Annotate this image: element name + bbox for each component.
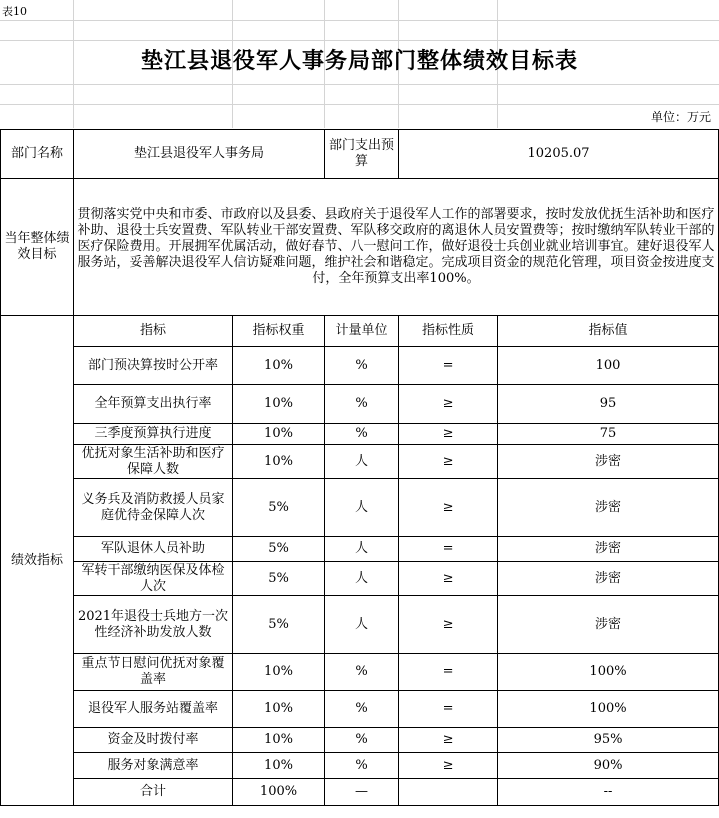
indicator-value[interactable]: 100 bbox=[498, 347, 719, 385]
dept-name-label: 部门名称 bbox=[1, 130, 74, 179]
indicator-header-row bbox=[1, 316, 719, 347]
total-nature bbox=[399, 779, 498, 806]
performance-section-label: 绩效指标 bbox=[1, 316, 74, 806]
indicator-value[interactable]: 涉密 bbox=[498, 479, 719, 537]
dept-row bbox=[1, 130, 719, 179]
indicator-nature[interactable]: = bbox=[399, 537, 498, 562]
table-row bbox=[1, 445, 719, 479]
indicator-weight[interactable]: 5% bbox=[233, 596, 325, 654]
table-row bbox=[1, 479, 719, 537]
indicator-unit[interactable]: 人 bbox=[325, 479, 399, 537]
total-value: -- bbox=[498, 779, 719, 806]
indicator-unit[interactable]: % bbox=[325, 753, 399, 779]
indicator-value[interactable]: 100% bbox=[498, 654, 719, 691]
indicator-unit[interactable]: % bbox=[325, 654, 399, 691]
objective-label: 当年整体绩效目标 bbox=[1, 179, 74, 316]
indicator-weight[interactable]: 10% bbox=[233, 347, 325, 385]
indicator-weight[interactable]: 10% bbox=[233, 753, 325, 779]
total-label: 合计 bbox=[74, 779, 233, 806]
indicator-unit[interactable]: 人 bbox=[325, 537, 399, 562]
table-row bbox=[1, 424, 719, 445]
dept-name-value[interactable]: 垫江县退役军人事务局 bbox=[74, 130, 325, 179]
indicator-nature[interactable]: = bbox=[399, 691, 498, 728]
table-row bbox=[1, 385, 719, 424]
indicator-nature[interactable]: ≥ bbox=[399, 596, 498, 654]
indicator-nature[interactable]: ≥ bbox=[399, 562, 498, 596]
table-row bbox=[1, 728, 719, 753]
indicator-nature[interactable]: = bbox=[399, 654, 498, 691]
indicator-nature[interactable]: = bbox=[399, 347, 498, 385]
indicator-nature[interactable]: ≥ bbox=[399, 385, 498, 424]
indicator-unit[interactable]: % bbox=[325, 424, 399, 445]
indicator-unit[interactable]: % bbox=[325, 691, 399, 728]
indicator-weight[interactable]: 10% bbox=[233, 445, 325, 479]
indicator-nature[interactable]: ≥ bbox=[399, 445, 498, 479]
indicator-name[interactable]: 服务对象满意率 bbox=[74, 753, 233, 779]
total-row bbox=[1, 779, 719, 806]
table-row bbox=[1, 691, 719, 728]
indicator-value[interactable]: 涉密 bbox=[498, 537, 719, 562]
total-weight[interactable]: 100% bbox=[233, 779, 325, 806]
table-row bbox=[1, 562, 719, 596]
indicator-weight[interactable]: 5% bbox=[233, 562, 325, 596]
performance-table bbox=[0, 129, 719, 806]
indicator-nature[interactable]: ≥ bbox=[399, 728, 498, 753]
table-row bbox=[1, 654, 719, 691]
header-nature: 指标性质 bbox=[399, 316, 498, 347]
indicator-name[interactable]: 重点节日慰问优抚对象覆盖率 bbox=[74, 654, 233, 691]
indicator-value[interactable]: 涉密 bbox=[498, 445, 719, 479]
indicator-nature[interactable]: ≥ bbox=[399, 424, 498, 445]
indicator-name[interactable]: 三季度预算执行进度 bbox=[74, 424, 233, 445]
dept-budget-value[interactable]: 10205.07 bbox=[399, 130, 719, 179]
indicator-name[interactable]: 优抚对象生活补助和医疗保障人数 bbox=[74, 445, 233, 479]
header-indicator: 指标 bbox=[74, 316, 233, 347]
grid-line bbox=[0, 104, 719, 105]
indicator-name[interactable]: 全年预算支出执行率 bbox=[74, 385, 233, 424]
indicator-weight[interactable]: 10% bbox=[233, 424, 325, 445]
indicator-weight[interactable]: 5% bbox=[233, 479, 325, 537]
table-row bbox=[1, 347, 719, 385]
indicator-value[interactable]: 100% bbox=[498, 691, 719, 728]
indicator-unit[interactable]: 人 bbox=[325, 445, 399, 479]
grid-line bbox=[0, 84, 719, 85]
objective-row bbox=[1, 179, 719, 316]
indicator-weight[interactable]: 10% bbox=[233, 654, 325, 691]
sheet-label: 表10 bbox=[2, 5, 27, 18]
indicator-nature[interactable]: ≥ bbox=[399, 753, 498, 779]
indicator-value[interactable]: 涉密 bbox=[498, 596, 719, 654]
indicator-name[interactable]: 军队退休人员补助 bbox=[74, 537, 233, 562]
indicator-unit[interactable]: % bbox=[325, 385, 399, 424]
indicator-name[interactable]: 部门预决算按时公开率 bbox=[74, 347, 233, 385]
grid-line bbox=[0, 40, 719, 41]
table-row bbox=[1, 753, 719, 779]
header-weight: 指标权重 bbox=[233, 316, 325, 347]
indicator-weight[interactable]: 10% bbox=[233, 691, 325, 728]
page-title: 垫江县退役军人事务局部门整体绩效目标表 bbox=[140, 48, 578, 74]
table-row bbox=[1, 537, 719, 562]
grid-line bbox=[0, 20, 719, 21]
header-unit: 计量单位 bbox=[325, 316, 399, 347]
indicator-value[interactable]: 75 bbox=[498, 424, 719, 445]
indicator-unit[interactable]: % bbox=[325, 347, 399, 385]
indicator-unit[interactable]: 人 bbox=[325, 596, 399, 654]
indicator-nature[interactable]: ≥ bbox=[399, 479, 498, 537]
indicator-name[interactable]: 军转干部缴纳医保及体检人次 bbox=[74, 562, 233, 596]
table-row bbox=[1, 596, 719, 654]
indicator-name[interactable]: 义务兵及消防救援人员家庭优待金保障人次 bbox=[74, 479, 233, 537]
indicator-unit[interactable]: 人 bbox=[325, 562, 399, 596]
unit-label: 单位：万元 bbox=[650, 110, 711, 124]
indicator-name[interactable]: 2021年退役士兵地方一次性经济补助发放人数 bbox=[74, 596, 233, 654]
indicator-value[interactable]: 95% bbox=[498, 728, 719, 753]
dept-budget-label: 部门支出预算 bbox=[325, 130, 399, 179]
total-unit: — bbox=[325, 779, 399, 806]
indicator-value[interactable]: 90% bbox=[498, 753, 719, 779]
indicator-value[interactable]: 涉密 bbox=[498, 562, 719, 596]
indicator-weight[interactable]: 10% bbox=[233, 728, 325, 753]
indicator-unit[interactable]: % bbox=[325, 728, 399, 753]
objective-text[interactable]: 贯彻落实党中央和市委、市政府以及县委、县政府关于退役军人工作的部署要求，按时发放优抚生活补助和医疗补助、退役士兵安置费、军队转业干部安置费、军队移交政府的离退休人员安置费等；按时缴纳军队转业干部的医疗保险费用。开展拥军优属活动，做好春节、八一慰问工作，做好退役士兵创业就业培训事宜。建好退役军人服务站，妥善解决退役军人信访疑难问题，维护社会和谐稳定。完成项目资金的规范化管理，项目资金按进度支付，全年预算支出率100%。 bbox=[74, 179, 719, 316]
indicator-weight[interactable]: 10% bbox=[233, 385, 325, 424]
indicator-name[interactable]: 资金及时拨付率 bbox=[74, 728, 233, 753]
indicator-name[interactable]: 退役军人服务站覆盖率 bbox=[74, 691, 233, 728]
header-value: 指标值 bbox=[498, 316, 719, 347]
indicator-weight[interactable]: 5% bbox=[233, 537, 325, 562]
indicator-value[interactable]: 95 bbox=[498, 385, 719, 424]
